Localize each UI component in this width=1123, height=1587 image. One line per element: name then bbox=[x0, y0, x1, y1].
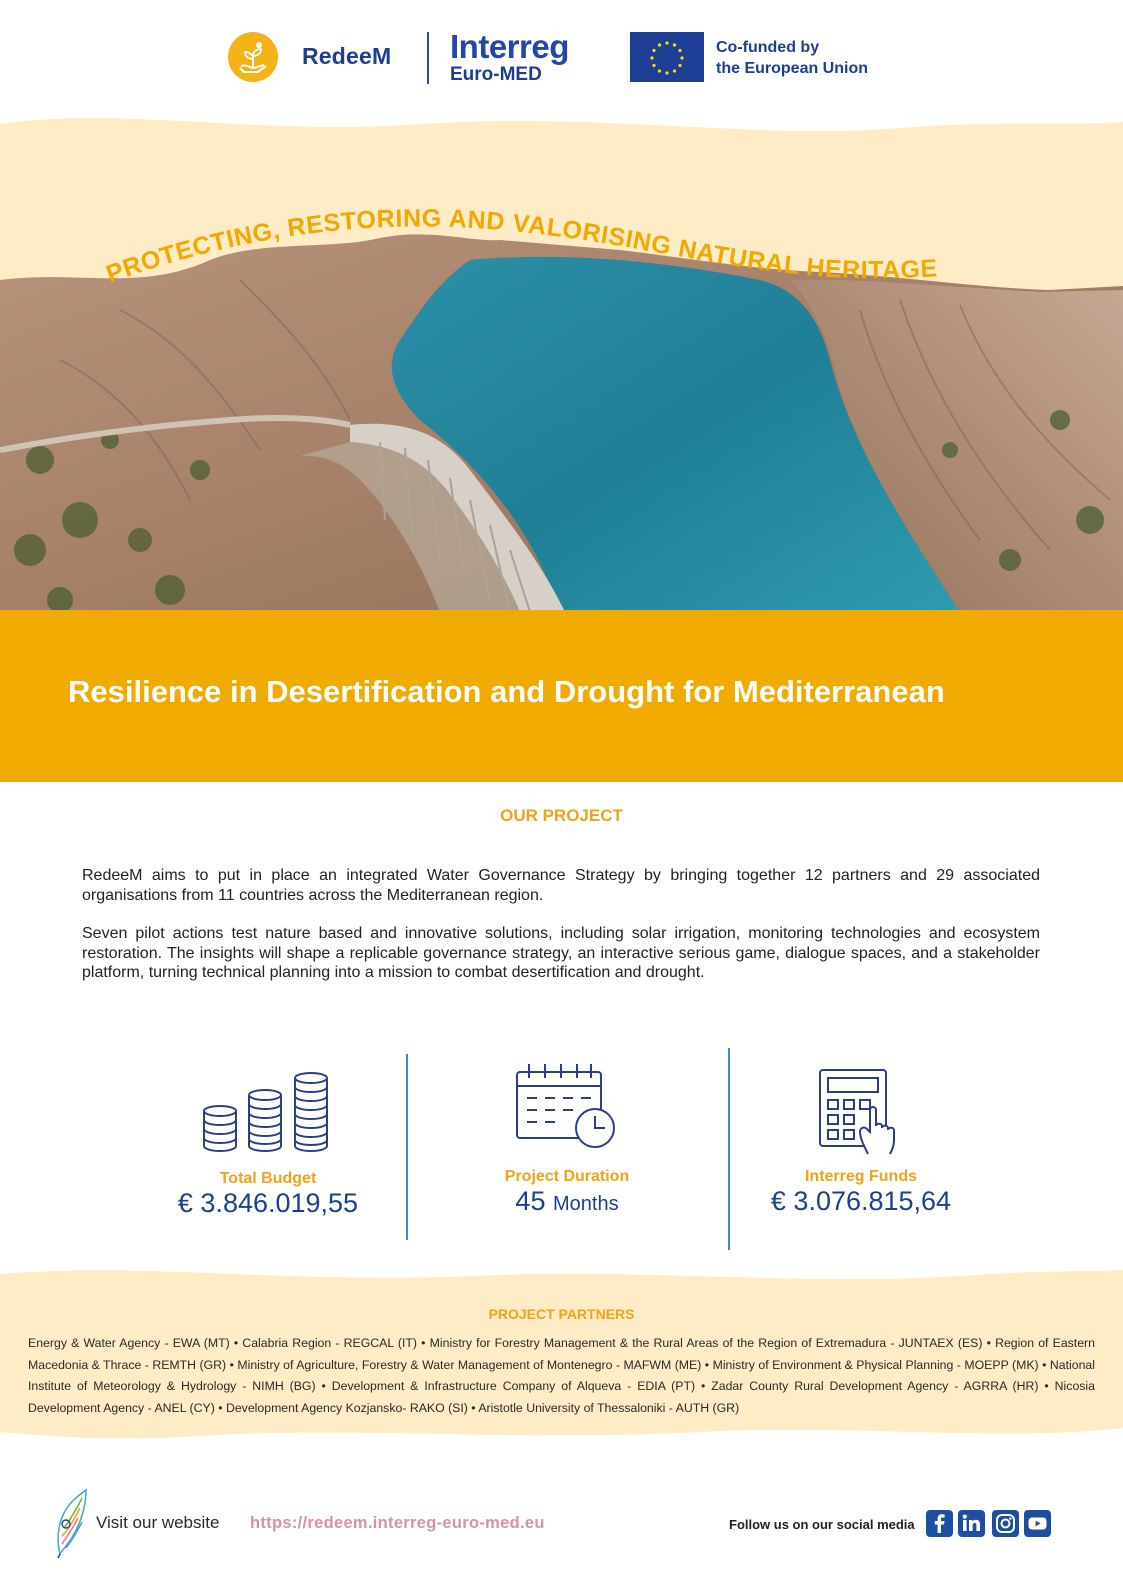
project-duration-value bbox=[417, 1186, 717, 1217]
hero-tagline bbox=[0, 195, 1123, 315]
interreg-logo-word: Interreg bbox=[450, 28, 569, 65]
instagram-icon[interactable] bbox=[992, 1510, 1019, 1537]
facebook-icon[interactable] bbox=[926, 1510, 953, 1537]
total-budget-value: € 3.846.019,55 bbox=[177, 1188, 359, 1218]
interreg-logo-sub: Euro-MED bbox=[450, 64, 542, 85]
calendar-clock-icon bbox=[515, 1062, 619, 1152]
stat-interreg-funds bbox=[711, 1068, 1011, 1217]
header-divider bbox=[427, 32, 429, 84]
stat-total-budget bbox=[118, 1070, 418, 1219]
website-link[interactable]: https://redeem.interreg-euro-med.eu bbox=[250, 1514, 545, 1532]
youtube-icon[interactable] bbox=[1024, 1510, 1051, 1537]
linkedin-icon[interactable] bbox=[958, 1510, 985, 1537]
project-paragraph-2: Seven pilot actions test nature based and innovative solutions, including solar irrigation, monitoring technologies and ecosystem restoration. The insights will shape a replicable governance strategy, an interactive serious game, dialogue spaces, and a stakeholder platform, turning technical planning into a mission to combat desertification and drought. bbox=[82, 925, 1040, 981]
project-paragraph-1: RedeeM aims to put in place an integrated Water Governance Strategy by bringing together 12 partners and 29 associated organisations from 11 countries across the Mediterranean region. bbox=[82, 867, 1040, 904]
calculator-icon bbox=[816, 1068, 906, 1156]
interreg-funds-value: € 3.076.815,64 bbox=[770, 1186, 952, 1216]
redeem-logo-icon bbox=[228, 32, 278, 82]
hero-tagline-text: PROTECTING, RESTORING AND VALORISING NATURAL HERITAGE bbox=[102, 204, 939, 289]
our-project-heading: OUR PROJECT bbox=[500, 806, 623, 825]
project-full-title: Resilience in Desertification and Drought for Mediterranean bbox=[68, 674, 945, 709]
stat-divider-1 bbox=[406, 1054, 408, 1240]
duration-number: 45 bbox=[515, 1186, 546, 1216]
stat-project-duration bbox=[417, 1062, 717, 1217]
project-partners-heading: PROJECT PARTNERS bbox=[488, 1306, 635, 1322]
eu-flag-icon bbox=[630, 32, 704, 82]
eu-line-2: the European Union bbox=[716, 60, 868, 77]
project-partners-list: Energy & Water Agency - EWA (MT) • Calabria Region - REGCAL (IT) • Ministry for Forestry Management & the Rural Areas of the Region of Extremadura - JUNTAEX (ES) • Region of Eastern Macedonia & Thrace - REMTH (GR) • Ministry of Agriculture, Forestry & Water Management of Montenegro - MAFWM (ME) • Ministry of Environment & Physical Planning - MOEPP (MK) • National Institute of Meteorology & Hydrology - NIMH (BG) • Development & Infrastructure Company of Alqueva - EDIA (PT) • Zadar County Rural Development Agency - AGRRA (HR) • Nicosia Development Agency - ANEL (CY) • Development Agency Kozjansko- RAKO (SI) • Aristotle University of Thessaloniki - AUTH (GR) bbox=[28, 1336, 1095, 1415]
duration-unit: Months bbox=[552, 1193, 619, 1215]
title-band bbox=[0, 610, 1123, 782]
svg-text:PROTECTING, RESTORING AND VALO bbox=[103, 204, 939, 288]
coins-icon bbox=[203, 1070, 333, 1154]
total-budget-label: Total Budget bbox=[219, 1170, 317, 1187]
interreg-funds-label: Interreg Funds bbox=[804, 1168, 917, 1185]
redeem-logo-text: RedeeM bbox=[302, 43, 392, 69]
feather-logo-icon bbox=[52, 1488, 90, 1558]
interreg-logo bbox=[450, 28, 610, 88]
eu-line-1: Co-funded by bbox=[716, 39, 820, 56]
project-duration-label: Project Duration bbox=[504, 1168, 630, 1185]
header-logos bbox=[0, 28, 1123, 88]
visit-website-label: Visit our website bbox=[96, 1513, 220, 1532]
eu-cofunded-text bbox=[716, 37, 868, 79]
follow-social-label: Follow us on our social media bbox=[729, 1517, 915, 1532]
